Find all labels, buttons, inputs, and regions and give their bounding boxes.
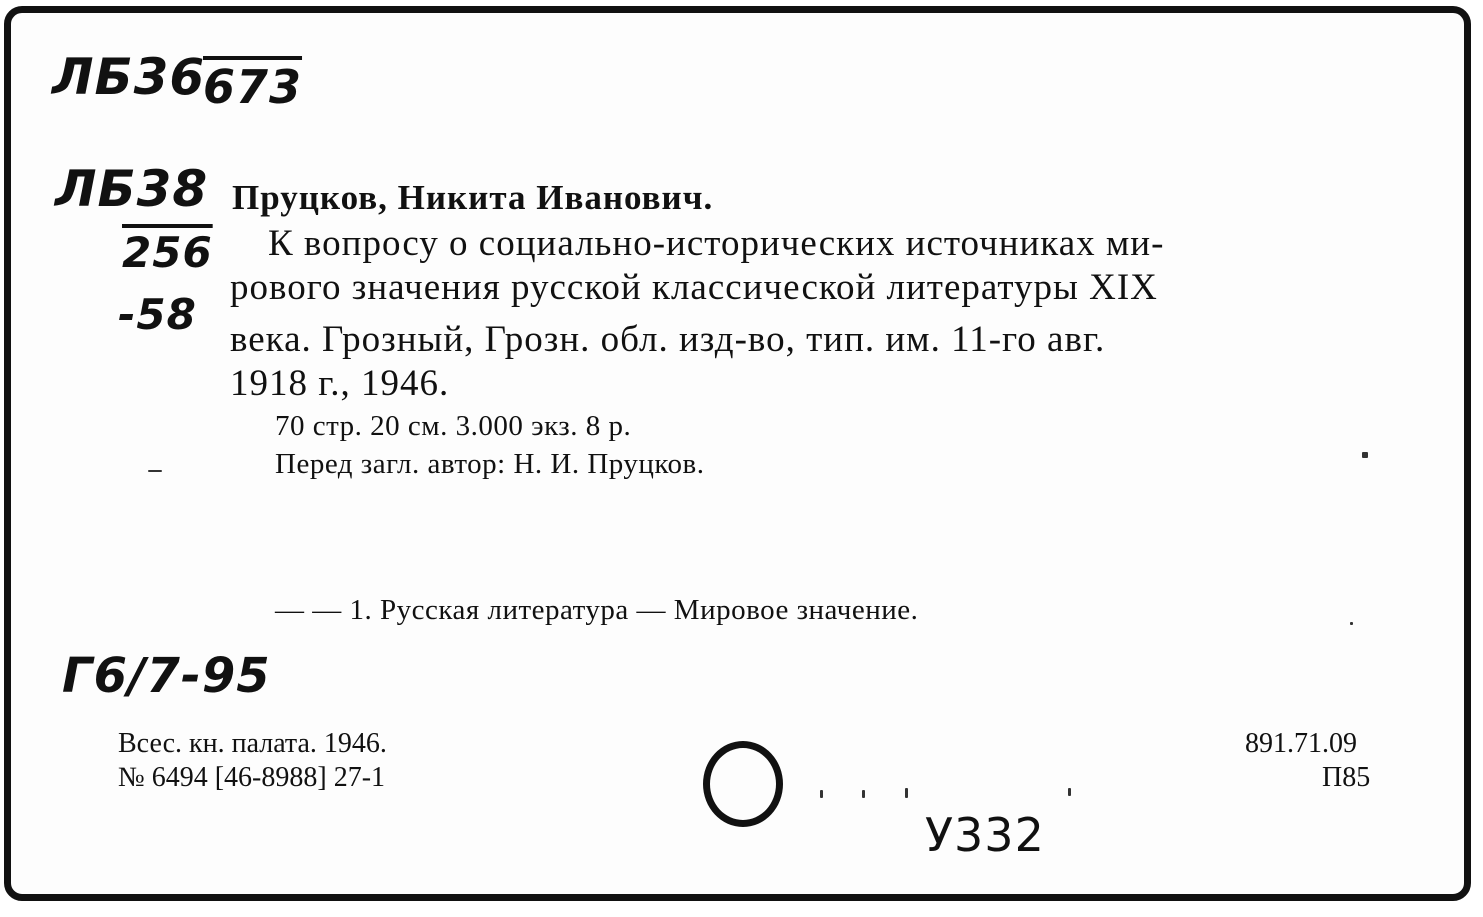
- speck: [905, 788, 908, 798]
- title-line-4: 1918 г., 1946.: [230, 363, 450, 404]
- shelf-mark-main: ЛБ38: [55, 160, 209, 218]
- shelf-mark-top-code: ЛБ36: [52, 48, 206, 106]
- punch-hole-mark: [703, 741, 783, 827]
- author-note: Перед загл. автор: Н. И. Пруцков.: [275, 448, 705, 480]
- title-line-2: рового значения русской классической литературы XIX: [230, 267, 1158, 308]
- record-number-line: № 6494 [46-8988] 27-1: [118, 762, 386, 793]
- speck: [862, 790, 865, 798]
- speck: [1362, 452, 1368, 458]
- speck: [1068, 788, 1071, 796]
- date-mark: Г6/7-95: [62, 648, 271, 704]
- author-sign: П85: [1322, 762, 1371, 793]
- inventory-mark: У332: [925, 808, 1045, 862]
- shelf-mark-main-sub1: 256: [122, 228, 213, 277]
- shelf-mark-top: [52, 48, 205, 106]
- subject-heading: — — 1. Русская литература — Мировое значение.: [275, 594, 919, 626]
- title-line-1: К вопросу о социально-исторических источниках ми-: [268, 223, 1165, 264]
- shelf-mark-main-sub2: -58: [118, 290, 197, 339]
- shelf-mark-top-sub: 673: [203, 60, 303, 114]
- speck: [820, 790, 823, 798]
- book-chamber-line: Всес. кн. палата. 1946.: [118, 728, 387, 759]
- classification-number: 891.71.09: [1245, 728, 1357, 759]
- speck: [1350, 622, 1353, 625]
- author-heading: Пруцков, Никита Иванович.: [232, 178, 714, 217]
- physical-description: 70 стр. 20 см. 3.000 экз. 8 р.: [275, 410, 632, 442]
- title-line-3: века. Грозный, Грозн. обл. изд-во, тип. им. 11-го авг.: [230, 319, 1106, 360]
- speck: [148, 470, 162, 472]
